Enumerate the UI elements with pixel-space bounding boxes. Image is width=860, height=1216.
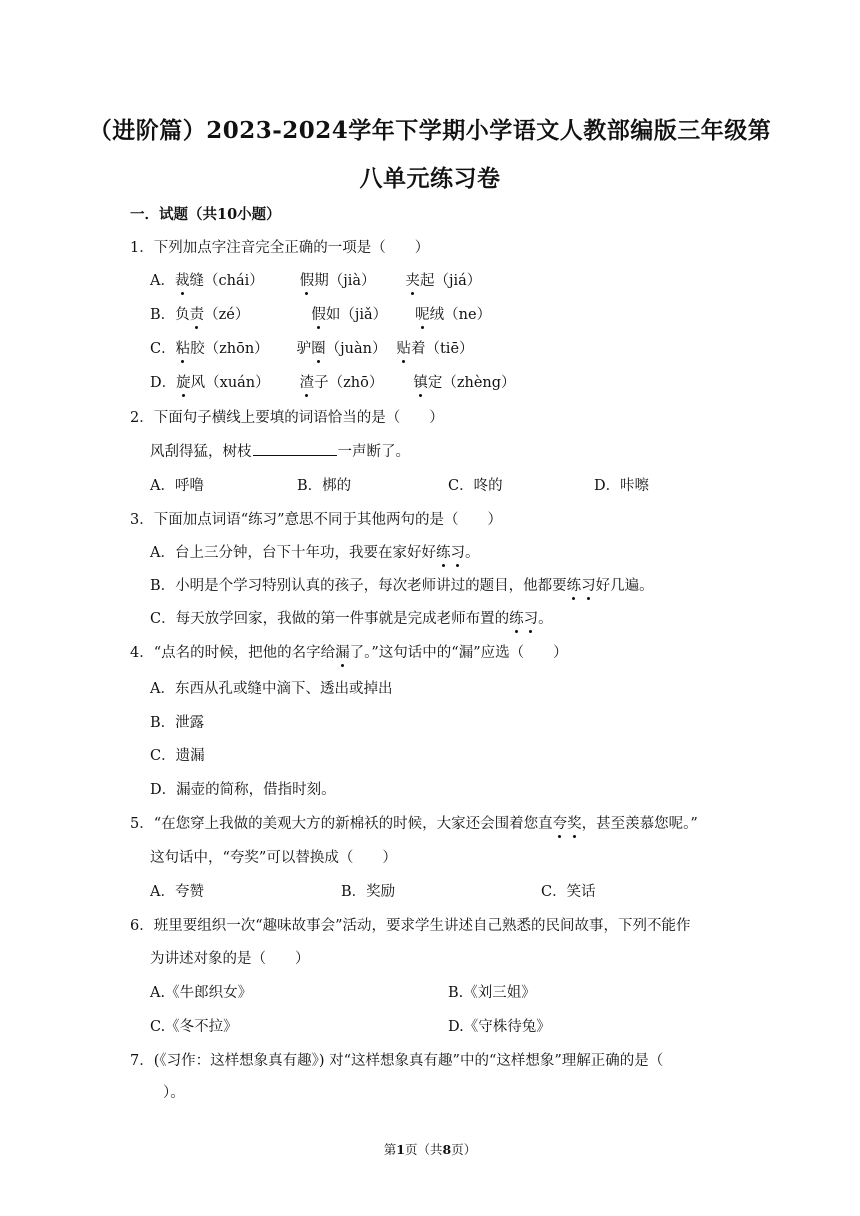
total-page-number: 8	[442, 1142, 452, 1157]
question-2-stem: 2．下面句子横线上要填的词语恰当的是（ ）	[130, 410, 444, 426]
question-3-option-a: A．台上三分钟，台下十年功，我要在家好好练习。	[150, 541, 479, 562]
question-2-sentence: 风刮得猛，树枝 一声断了。	[150, 440, 410, 461]
question-4-stem: 4．“点名的时候，把他的名字给漏了。”这句话中的“漏”应选（ ）	[130, 641, 568, 662]
question-3-option-c: C．每天放学回家，我做的第一件事就是完成老师布置的练习。	[150, 607, 553, 628]
question-5-option-b: B．奖励	[341, 884, 396, 900]
question-2-option-c: C．咚的	[448, 478, 503, 494]
question-7-stem: 7．(《习作：这样想象真有趣》) 对“这样想象真有趣”中的“这样想象”理解正确的是（	[130, 1053, 664, 1069]
current-page-number: 1	[396, 1142, 405, 1157]
document-title-line1: （进阶篇）2023-2024学年下学期小学语文人教部编版三年级第	[88, 117, 772, 144]
section-heading: 一．试题（共10小题）	[130, 206, 281, 223]
question-1-option-a: A．裁缝（chái） 假期（jià） 夹起（jiá）	[150, 269, 481, 290]
fill-blank	[253, 441, 337, 456]
question-6-option-b: B.《刘三姐》	[448, 985, 536, 1001]
page-footer: 第1页（共8页）	[383, 1142, 477, 1157]
question-5-option-a: A．夸赞	[150, 884, 204, 900]
question-5-stem: 5．“在您穿上我做的美观大方的新棉袄的时候，大家还会围着您直夸奖，甚至羡慕您呢。”	[130, 812, 698, 833]
question-1-option-c: C．粘胶（zhōn） 驴圈（juàn） 贴着（tiē）	[150, 337, 474, 358]
question-4-option-c: C．遗漏	[150, 748, 205, 764]
question-6-option-d: D.《守株待兔》	[448, 1019, 551, 1035]
question-2-option-a: A．呼噜	[150, 478, 204, 494]
question-6-option-c: C.《冬不拉》	[150, 1019, 238, 1035]
question-5-option-c: C．笑话	[541, 884, 596, 900]
question-5-line2: 这句话中，“夸奖”可以替换成（ ）	[150, 850, 397, 866]
question-6-stem: 6．班里要组织一次“趣味故事会”活动，要求学生讲述自己熟悉的民间故事，下列不能作	[130, 918, 691, 934]
question-6-option-a: A.《牛郎织女》	[150, 985, 253, 1001]
question-4-option-d: D．漏壶的简称，借指时刻。	[150, 782, 336, 798]
question-1-option-d: D．旋风（xuán） 渣子（zhō） 镇定（zhèng）	[150, 371, 516, 392]
question-3-stem: 3．下面加点词语“练习”意思不同于其他两句的是（ ）	[130, 512, 503, 528]
question-3-option-b: B．小明是个学习特别认真的孩子，每次老师讲过的题目，他都要练习好几遍。	[150, 574, 654, 595]
question-4-option-a: A．东西从孔或缝中滴下、透出或掉出	[150, 681, 393, 697]
question-2-option-d: D．咔嚓	[594, 478, 650, 494]
question-1-option-b: B．负责（zé） 假如（jiǎ） 呢绒（ne）	[150, 303, 491, 324]
question-7-line2: ）。	[163, 1085, 185, 1101]
question-4-option-b: B．泄露	[150, 715, 205, 731]
question-2-option-b: B．梆的	[297, 478, 352, 494]
question-1-stem: 1．下列加点字注音完全正确的一项是（ ）	[130, 240, 430, 256]
document-title-line2: 八单元练习卷	[359, 165, 501, 192]
question-6-line2: 为讲述对象的是（ ）	[150, 951, 310, 967]
